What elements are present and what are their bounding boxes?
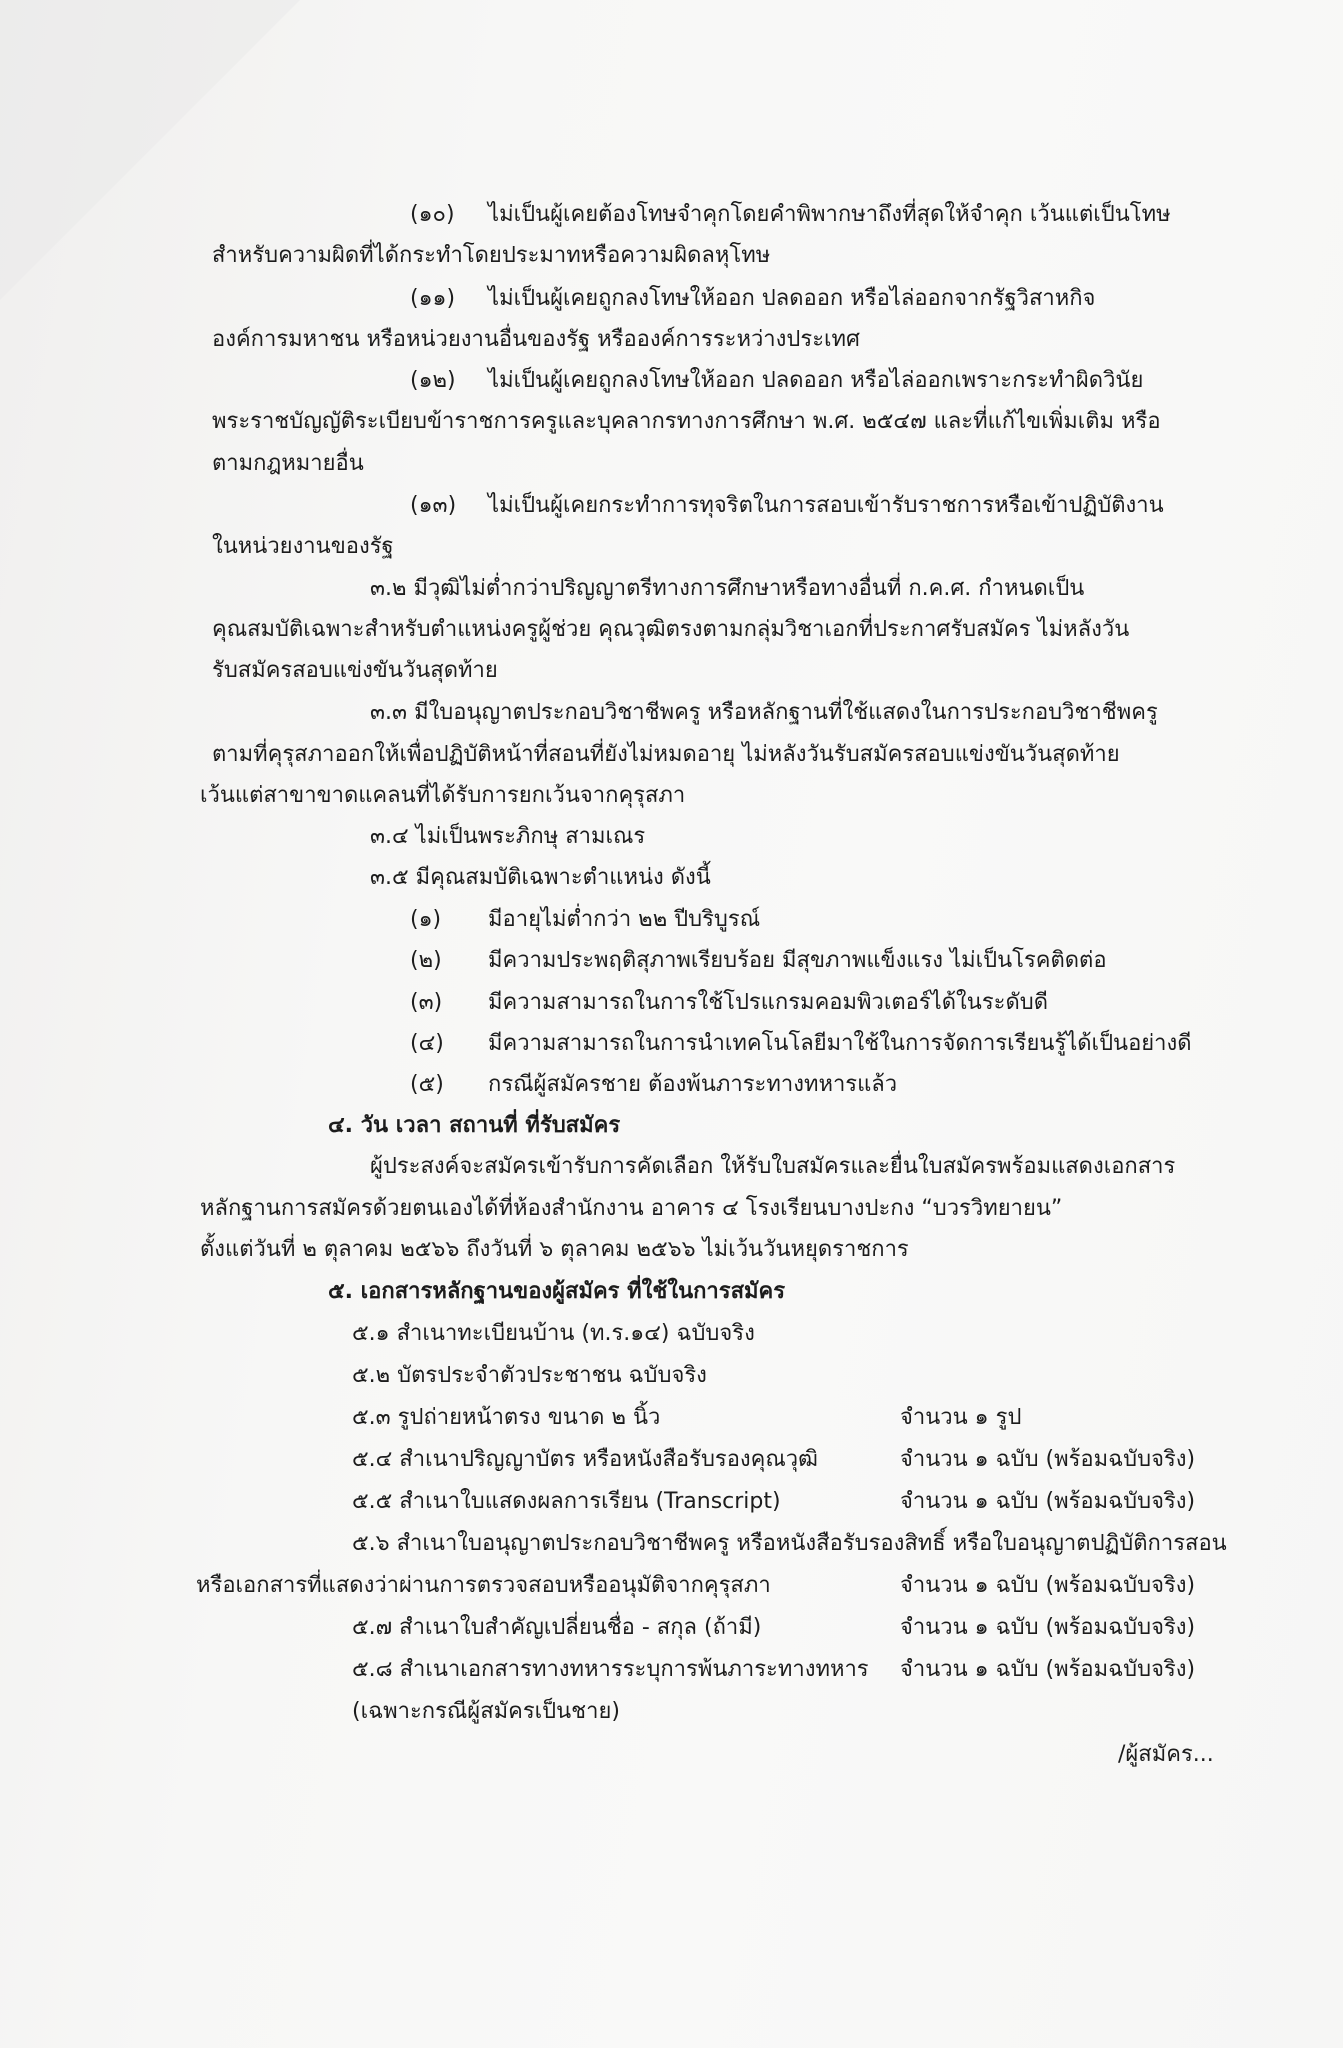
doc-item-5-1: ๕.๑ สำเนาทะเบียนบ้าน (ท.ร.๑๔) ฉบับจริง (352, 1321, 755, 1346)
continuation-marker: /ผู้สมัคร... (1118, 1742, 1214, 1767)
qual-13-line2: ในหน่วยงานของรัฐ (212, 534, 394, 559)
section-3-5-item-3 (410, 988, 1048, 1018)
doc-item-5-4-quantity: จำนวน ๑ ฉบับ (พร้อมฉบับจริง) (900, 1447, 1196, 1472)
qual-10-text: ไม่เป็นผู้เคยต้องโทษจำคุกโดยคำพิพากษาถึงที่สุดให้จำคุก เว้นแต่เป็นโทษ (488, 202, 1171, 227)
section-4-line2: หลักฐานการสมัครด้วยตนเองได้ที่ห้องสำนักงาน อาคาร ๔ โรงเรียนบางปะกง “บวรวิทยายน” (200, 1196, 1063, 1221)
section-3-5-item-5 (410, 1070, 897, 1100)
item-1-text: มีอายุไม่ต่ำกว่า ๒๒ ปีบริบูรณ์ (488, 907, 761, 932)
qual-11-line1 (410, 284, 1095, 314)
qual-12-line1 (410, 366, 1143, 396)
item-4-number: (๔) (410, 1031, 444, 1056)
qual-10-line1 (410, 200, 1171, 230)
qual-10-line2: สำหรับความผิดที่ได้กระทำโดยประมาทหรือความผิดลหุโทษ (212, 243, 771, 268)
section-3-3-line3: เว้นแต่สาขาขาดแคลนที่ได้รับการยกเว้นจากคุรุสภา (200, 783, 686, 808)
item-5-text: กรณีผู้สมัครชาย ต้องพ้นภาระทางทหารแล้ว (488, 1072, 898, 1097)
item-1-number: (๑) (410, 907, 442, 932)
item-3-text: มีความสามารถในการใช้โปรแกรมคอมพิวเตอร์ได้ในระดับดี (488, 990, 1048, 1015)
qual-10-number: (๑๐) (410, 202, 455, 227)
qual-11-text: ไม่เป็นผู้เคยถูกลงโทษให้ออก ปลดออก หรือไล่ออกจากรัฐวิสาหกิจ (488, 286, 1096, 311)
section-4-heading: ๔. วัน เวลา สถานที่ ที่รับสมัคร (328, 1113, 621, 1138)
qual-13-text: ไม่เป็นผู้เคยกระทำการทุจริตในการสอบเข้ารับราชการหรือเข้าปฏิบัติงาน (488, 493, 1164, 518)
doc-item-5-5-quantity: จำนวน ๑ ฉบับ (พร้อมฉบับจริง) (900, 1489, 1196, 1514)
qual-12-line2: พระราชบัญญัติระเบียบข้าราชการครูและบุคลากรทางการศึกษา พ.ศ. ๒๕๔๗ และที่แก้ไขเพิ่มเติม หรือ (212, 409, 1161, 434)
qual-11-line2: องค์การมหาชน หรือหน่วยงานอื่นของรัฐ หรือองค์การระหว่างประเทศ (212, 327, 860, 352)
qual-13-line1 (410, 491, 1164, 521)
item-2-text: มีความประพฤติสุภาพเรียบร้อย มีสุขภาพแข็งแรง ไม่เป็นโรคติดต่อ (488, 948, 1107, 973)
section-3-2-line2: คุณสมบัติเฉพาะสำหรับตำแหน่งครูผู้ช่วย คุณวุฒิตรงตามกลุ่มวิชาเอกที่ประกาศรับสมัคร ไม่หลังวัน (212, 617, 1130, 642)
section-3-2-line1: ๓.๒ มีวุฒิไม่ต่ำกว่าปริญญาตรีทางการศึกษาหรือทางอื่นที่ ก.ค.ศ. กำหนดเป็น (370, 576, 1085, 601)
section-3-3-line2: ตามที่คุรุสภาออกให้เพื่อปฏิบัติหน้าที่สอนที่ยังไม่หมดอายุ ไม่หลังวันรับสมัครสอบแข่งขันวันสุดท้าย (212, 742, 1120, 767)
section-3-5-item-2 (410, 946, 1107, 976)
doc-item-5-6-line1: ๕.๖ สำเนาใบอนุญาตประกอบวิชาชีพครู หรือหนังสือรับรองสิทธิ์ หรือใบอนุญาตปฏิบัติการสอน (352, 1531, 1227, 1556)
section-4-line3: ตั้งแต่วันที่ ๒ ตุลาคม ๒๕๖๖ ถึงวันที่ ๖ ตุลาคม ๒๕๖๖ ไม่เว้นวันหยุดราชการ (200, 1237, 909, 1262)
section-3-5-item-1 (410, 905, 760, 935)
doc-item-5-3-quantity: จำนวน ๑ รูป (900, 1405, 1022, 1430)
doc-item-5-2: ๕.๒ บัตรประจำตัวประชาชน ฉบับจริง (352, 1363, 707, 1388)
item-5-number: (๕) (410, 1072, 444, 1097)
doc-item-5-7-quantity: จำนวน ๑ ฉบับ (พร้อมฉบับจริง) (900, 1615, 1196, 1640)
section-5-heading: ๕. เอกสารหลักฐานของผู้สมัคร ที่ใช้ในการสมัคร (328, 1279, 786, 1304)
section-4-line1: ผู้ประสงค์จะสมัครเข้ารับการคัดเลือก ให้รับใบสมัครและยื่นใบสมัครพร้อมแสดงเอกสาร (370, 1154, 1176, 1179)
doc-item-5-7: ๕.๗ สำเนาใบสำคัญเปลี่ยนชื่อ - สกุล (ถ้ามี) (352, 1615, 762, 1640)
doc-item-5-6-line2: หรือเอกสารที่แสดงว่าผ่านการตรวจสอบหรืออนุมัติจากคุรุสภา (196, 1573, 771, 1598)
doc-item-5-8-line2: (เฉพาะกรณีผู้สมัครเป็นชาย) (352, 1699, 620, 1724)
section-3-5-item-4 (410, 1029, 1192, 1059)
qual-12-text: ไม่เป็นผู้เคยถูกลงโทษให้ออก ปลดออก หรือไล่ออกเพราะกระทำผิดวินัย (488, 368, 1144, 393)
qual-12-number: (๑๒) (410, 368, 456, 393)
doc-item-5-8-quantity: จำนวน ๑ ฉบับ (พร้อมฉบับจริง) (900, 1657, 1196, 1682)
doc-item-5-6-quantity: จำนวน ๑ ฉบับ (พร้อมฉบับจริง) (900, 1573, 1196, 1598)
qual-11-number: (๑๑) (410, 286, 456, 311)
section-3-4: ๓.๔ ไม่เป็นพระภิกษุ สามเณร (370, 824, 646, 849)
doc-item-5-8-line1: ๕.๘ สำเนาเอกสารทางทหารระบุการพ้นภาระทางทหาร (352, 1657, 869, 1682)
doc-item-5-4: ๕.๔ สำเนาปริญญาบัตร หรือหนังสือรับรองคุณวุฒิ (352, 1447, 819, 1472)
qual-13-number: (๑๓) (410, 493, 457, 518)
item-3-number: (๓) (410, 990, 443, 1015)
item-4-text: มีความสามารถในการนำเทคโนโลยีมาใช้ในการจัดการเรียนรู้ได้เป็นอย่างดี (488, 1031, 1192, 1056)
doc-item-5-5: ๕.๕ สำเนาใบแสดงผลการเรียน (Transcript) (352, 1489, 781, 1514)
section-3-3-line1: ๓.๓ มีใบอนุญาตประกอบวิชาชีพครู หรือหลักฐานที่ใช้แสดงในการประกอบวิชาชีพครู (370, 700, 1158, 725)
qual-12-line3: ตามกฎหมายอื่น (212, 451, 364, 476)
section-3-2-line3: รับสมัครสอบแข่งขันวันสุดท้าย (212, 658, 498, 683)
section-3-5-title: ๓.๕ มีคุณสมบัติเฉพาะตำแหน่ง ดังนี้ (370, 865, 711, 890)
doc-item-5-3: ๕.๓ รูปถ่ายหน้าตรง ขนาด ๒ นิ้ว (352, 1405, 661, 1430)
item-2-number: (๒) (410, 948, 442, 973)
